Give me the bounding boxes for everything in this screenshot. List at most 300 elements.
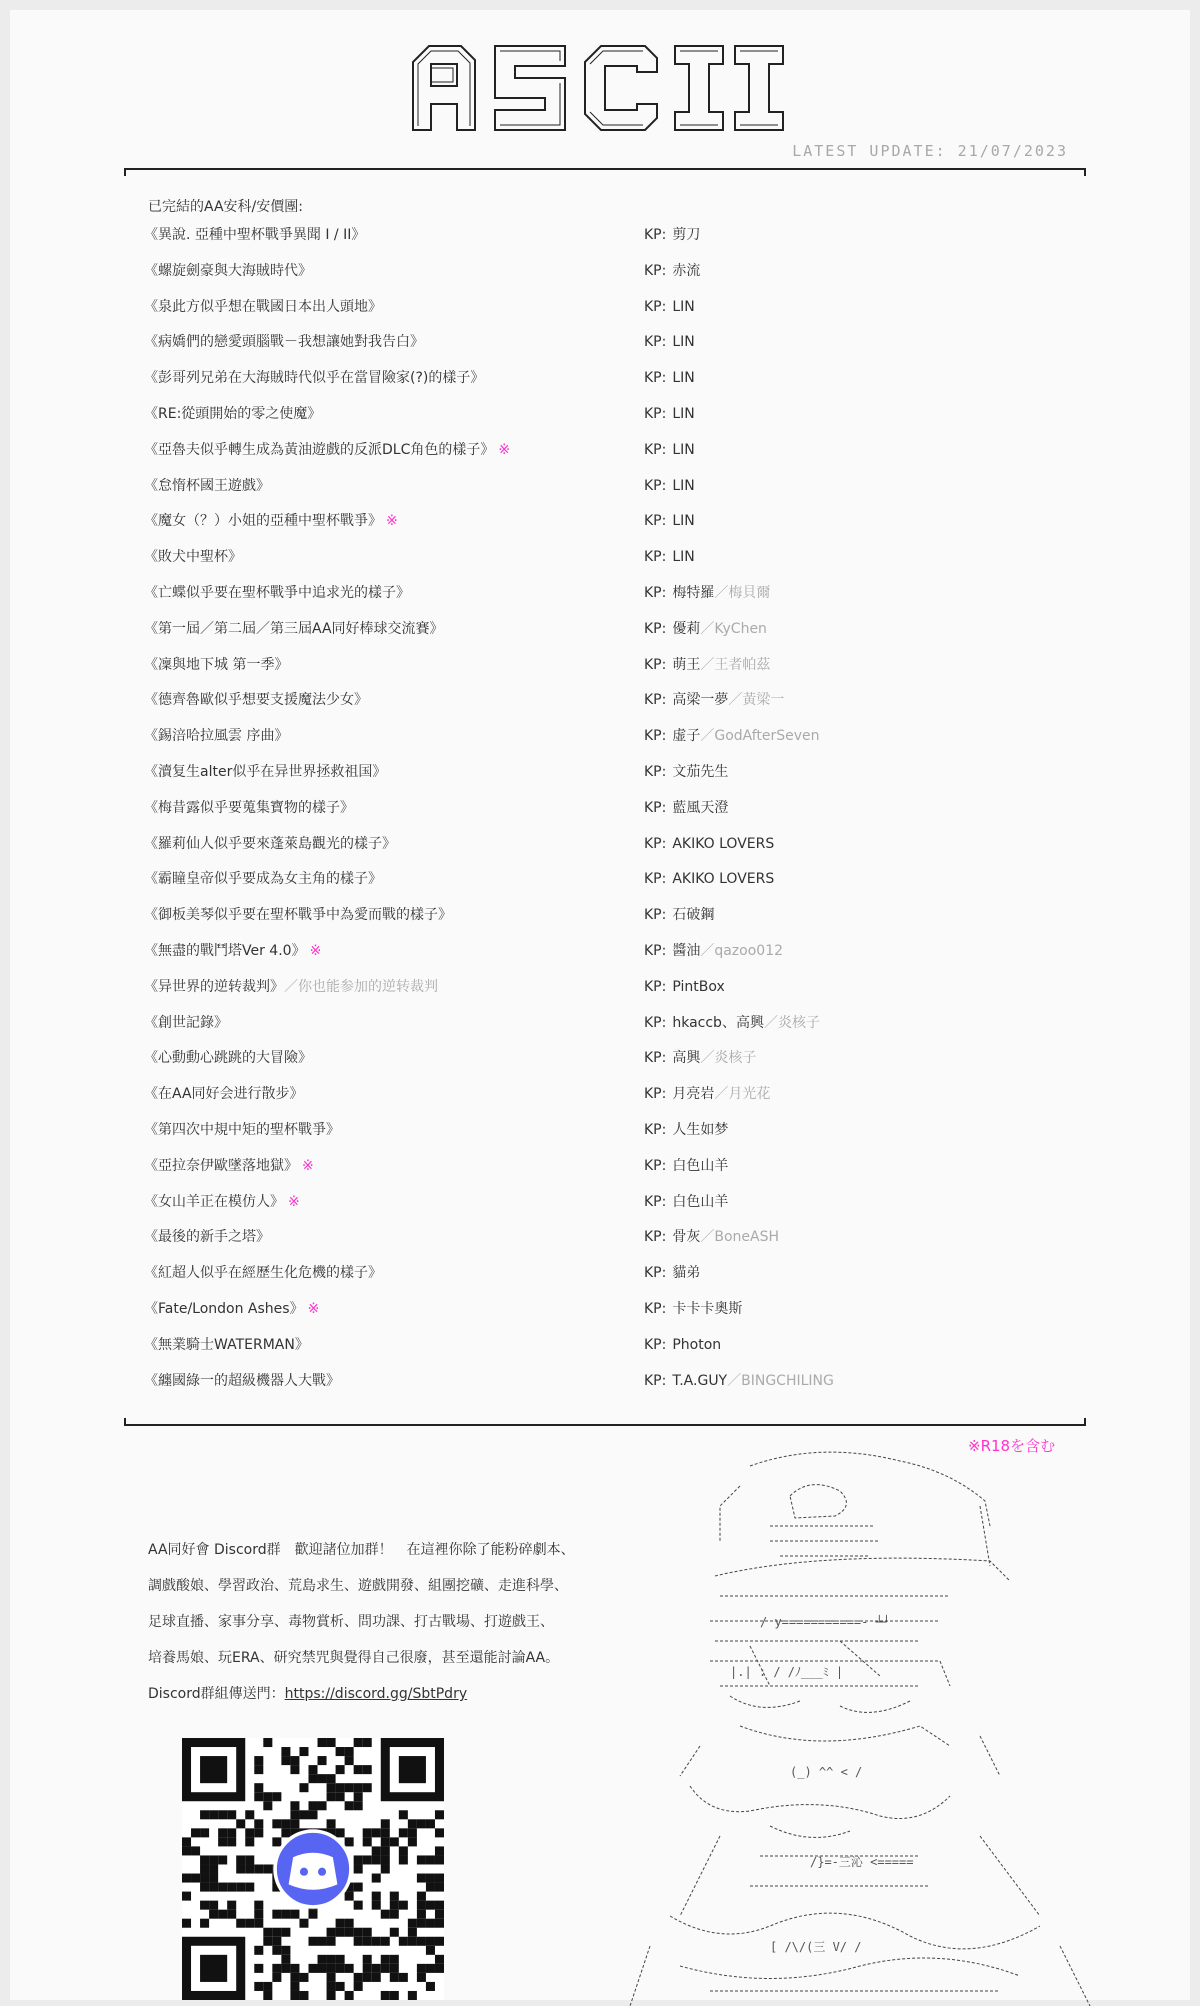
kp-name: 卡卡卡奧斯 — [672, 1301, 743, 1317]
qr-module — [435, 1810, 444, 1819]
qr-module — [354, 1765, 363, 1774]
campaign-title — [144, 506, 398, 536]
qr-module — [236, 1819, 245, 1828]
kp-label: KP: — [644, 406, 667, 422]
kp-name: LIN — [672, 334, 695, 351]
qr-module — [345, 1747, 354, 1756]
qr-module — [381, 1964, 390, 1973]
kp-name: 藍風天澄 — [672, 799, 729, 816]
qr-module — [354, 1864, 363, 1873]
kp-name: 虚子 — [672, 728, 701, 745]
kp-credit — [644, 256, 700, 286]
kp-credit — [644, 1187, 728, 1217]
kp-name: LIN — [672, 370, 695, 387]
discord-line: 足球直播、家事分享、毒物賞析、問功課、打古戰場、打遊戲王、 — [148, 1614, 554, 1630]
qr-module — [272, 1792, 281, 1801]
qr-module — [435, 1964, 444, 1973]
qr-module — [345, 1928, 354, 1937]
kp-name: 赤流 — [672, 262, 701, 279]
qr-module — [372, 1901, 381, 1910]
qr-module — [417, 1819, 426, 1828]
kp-label: KP: — [644, 1372, 667, 1389]
kp-credit — [644, 614, 767, 644]
list-item — [144, 936, 1064, 966]
campaign-title — [144, 327, 424, 357]
qr-module — [399, 1846, 408, 1855]
campaign-title-text: 《Fate/London Ashes》 — [144, 1301, 304, 1317]
list-item — [144, 685, 1064, 715]
campaign-title — [144, 578, 410, 608]
qr-module — [354, 1738, 363, 1747]
qr-module — [363, 1973, 372, 1982]
list-item — [144, 864, 1064, 894]
list-item — [144, 1187, 1064, 1217]
kp-name: LIN — [672, 298, 695, 315]
qr-module — [435, 1937, 444, 1946]
campaign-title-text: 《异世界的逆转裁判》 — [144, 978, 284, 995]
kp-name: LIN — [672, 441, 695, 458]
campaign-title — [144, 721, 288, 751]
qr-module — [327, 1937, 336, 1946]
qr-module — [191, 1874, 200, 1883]
qr-module — [381, 1864, 390, 1873]
kp-credit — [644, 506, 695, 536]
qr-module — [290, 1973, 299, 1982]
kp-label: KP: — [644, 227, 667, 243]
campaign-title — [144, 829, 396, 859]
box-bottom-border — [124, 1424, 1086, 1426]
campaign-title — [144, 542, 242, 572]
kp-label: KP: — [644, 835, 667, 852]
kp-label: KP: — [644, 298, 667, 315]
qr-module — [281, 1955, 290, 1964]
kp-extra: ／BoneASH — [700, 1229, 779, 1246]
qr-module — [390, 1991, 399, 2000]
qr-module — [254, 1756, 263, 1765]
r18-mark: ※ — [498, 441, 511, 458]
kp-label: KP: — [644, 334, 667, 351]
campaign-title-text: 《最後的新手之塔》 — [144, 1229, 270, 1246]
kp-extra: ／王者帕茲 — [700, 656, 771, 673]
qr-module — [399, 1973, 408, 1982]
kp-name: LIN — [672, 549, 695, 566]
list-item — [144, 256, 1064, 286]
qr-module — [200, 1828, 209, 1837]
discord-link[interactable]: https://discord.gg/SbtPdry — [284, 1686, 468, 1702]
campaign-title — [144, 435, 510, 465]
qr-module — [336, 1928, 345, 1937]
qr-module — [308, 1774, 317, 1783]
qr-module — [272, 1937, 281, 1946]
qr-module — [435, 1919, 444, 1928]
qr-module — [372, 1973, 381, 1982]
kp-label: KP: — [644, 656, 667, 673]
kp-name: 文茄先生 — [672, 764, 729, 780]
kp-label: KP: — [644, 1193, 667, 1210]
campaign-title-text: 《泉此方似乎想在戰國日本出人頭地》 — [144, 298, 382, 315]
qr-module — [245, 1883, 254, 1892]
list-item — [144, 399, 1064, 429]
qr-module — [318, 1738, 327, 1747]
qr-module — [318, 1955, 327, 1964]
qr-module — [354, 1937, 363, 1946]
qr-module — [281, 1928, 290, 1937]
kp-name: 白色山羊 — [672, 1193, 729, 1210]
kp-name: 月亮岩 — [672, 1086, 715, 1103]
discord-icon-eye — [300, 1868, 308, 1876]
kp-extra: ／月光花 — [714, 1086, 771, 1103]
qr-module — [281, 1946, 290, 1955]
qr-module — [272, 1910, 281, 1919]
campaign-title — [144, 1043, 312, 1073]
qr-module — [354, 1982, 363, 1991]
qr-module — [336, 1765, 345, 1774]
qr-module — [299, 1783, 308, 1792]
qr-module — [209, 1864, 218, 1873]
qr-module — [372, 1937, 381, 1946]
r18-mark: ※ — [302, 1157, 314, 1174]
qr-module — [327, 1991, 336, 2000]
qr-module — [236, 1919, 245, 1928]
qr-module — [272, 1819, 281, 1828]
kp-extra: ／梅貝爾 — [714, 585, 771, 601]
qr-module — [363, 1738, 372, 1747]
r18-mark: ※ — [309, 943, 322, 959]
campaign-title-text: 《纏國綠一的超級機器人大戰》 — [144, 1372, 340, 1389]
qr-module — [254, 1946, 263, 1955]
kp-credit — [644, 685, 784, 715]
kp-extra: ／炎核子 — [700, 1050, 757, 1067]
qr-module — [354, 1801, 363, 1810]
discord-link-label: Discord群組傳送門： — [148, 1686, 285, 1702]
campaign-title — [144, 757, 386, 787]
qr-module — [390, 1901, 399, 1910]
kp-label: KP: — [644, 1157, 667, 1174]
qr-module — [426, 1855, 435, 1864]
qr-module — [336, 1783, 345, 1792]
qr-module — [345, 1837, 354, 1846]
qr-module — [390, 1964, 399, 1973]
kp-credit — [644, 936, 783, 966]
qr-module — [245, 1810, 254, 1819]
qr-module — [318, 1801, 327, 1810]
list-item — [144, 578, 1064, 608]
kp-label: KP: — [644, 871, 667, 888]
qr-module — [408, 1928, 417, 1937]
qr-module — [408, 1828, 417, 1837]
qr-module — [399, 1901, 408, 1910]
qr-module — [281, 1756, 290, 1765]
qr-module — [435, 1855, 444, 1864]
r18-mark: ※ — [288, 1193, 300, 1210]
kp-credit — [644, 1222, 779, 1252]
qr-finder — [200, 1955, 227, 1982]
qr-module — [236, 1864, 245, 1873]
qr-module — [218, 1855, 227, 1864]
qr-module — [327, 1738, 336, 1747]
aa-glyph: [ /\/(三 V/ / — [770, 1940, 862, 1954]
kp-name: Photon — [672, 1336, 722, 1353]
qr-module — [227, 1828, 236, 1837]
qr-module — [254, 1819, 263, 1828]
kp-extra: ／黃梁一 — [728, 692, 785, 709]
campaign-title-text: 《RE:從頭開始的零之使魔》 — [144, 406, 322, 422]
qr-module — [290, 1819, 299, 1828]
kp-name: 優莉 — [672, 620, 701, 637]
campaign-title — [144, 1366, 340, 1396]
qr-module — [209, 1901, 218, 1910]
corner-tick — [124, 1418, 126, 1426]
qr-module — [417, 1901, 426, 1910]
discord-icon-eye — [318, 1868, 326, 1876]
qr-module — [218, 1910, 227, 1919]
list-item — [144, 1079, 1064, 1109]
campaign-title-text: 《無盡的戰鬥塔Ver 4.0》 — [144, 943, 306, 959]
qr-module — [417, 1874, 426, 1883]
list-item — [144, 542, 1064, 572]
qr-module — [327, 1819, 336, 1828]
qr-module — [245, 1855, 254, 1864]
campaign-title-text: 《亡蝶似乎要在聖杯戰爭中追求光的樣子》 — [144, 585, 410, 601]
kp-label: KP: — [644, 728, 667, 745]
aa-glyph: / y===========- ┴┘ — [760, 1615, 891, 1629]
kp-credit — [644, 327, 695, 357]
qr-module — [227, 1883, 236, 1892]
kp-name: 高梁一夢 — [672, 692, 729, 709]
qr-module — [290, 1964, 299, 1973]
kp-name: 人生如梦 — [672, 1122, 729, 1138]
campaign-title — [144, 1258, 382, 1288]
qr-module — [426, 1901, 435, 1910]
qr-module — [399, 1855, 408, 1864]
qr-module — [435, 1846, 444, 1855]
list-item — [144, 1043, 1064, 1073]
campaign-title — [144, 650, 288, 680]
qr-module — [363, 1964, 372, 1973]
kp-label: KP: — [644, 943, 667, 959]
qr-module — [372, 1855, 381, 1864]
list-item — [144, 471, 1064, 501]
qr-module — [327, 1783, 336, 1792]
qr-module — [345, 1964, 354, 1973]
campaign-title — [144, 256, 312, 286]
qr-module — [290, 1982, 299, 1991]
campaign-title — [144, 900, 452, 930]
kp-credit — [644, 363, 695, 393]
qr-module — [209, 1855, 218, 1864]
list-item — [144, 1151, 1064, 1181]
kp-label: KP: — [644, 620, 667, 637]
kp-credit — [644, 220, 700, 250]
qr-module — [290, 1991, 299, 2000]
qr-module — [308, 1937, 317, 1946]
kp-extra: ／GodAfterSeven — [700, 728, 820, 745]
campaign-title — [144, 1294, 319, 1324]
kp-extra: ／炎核子 — [763, 1014, 820, 1031]
kp-name: PintBox — [672, 978, 725, 995]
campaign-title-text: 《第一屆／第二屆／第三屆AA同好棒球交流賽》 — [144, 620, 444, 637]
qr-module — [191, 1846, 200, 1855]
qr-module — [390, 1973, 399, 1982]
campaign-title-text: 《御板美琴似乎要在聖杯戰爭中為愛而戰的樣子》 — [144, 907, 452, 924]
qr-module — [354, 1783, 363, 1792]
list-item — [144, 900, 1064, 930]
qr-module — [390, 1928, 399, 1937]
qr-module — [182, 1892, 191, 1901]
kp-credit — [644, 435, 695, 465]
kp-credit — [644, 292, 695, 322]
campaign-title — [144, 363, 484, 393]
campaign-title-text: 《梅昔露似乎要蒐集寶物的樣子》 — [144, 799, 354, 816]
campaign-title — [144, 1330, 309, 1360]
kp-label: KP: — [644, 370, 667, 387]
qr-module — [290, 1765, 299, 1774]
campaign-title-text: 《亞拉奈伊歐墜落地獄》 — [144, 1157, 298, 1174]
qr-module — [336, 1919, 345, 1928]
qr-module — [363, 1955, 372, 1964]
list-item — [144, 650, 1064, 680]
qr-module — [290, 1810, 299, 1819]
campaign-title-text: 《羅莉仙人似乎要來蓬萊島觀光的樣子》 — [144, 835, 396, 852]
qr-module — [299, 1747, 308, 1756]
qr-module — [263, 1937, 272, 1946]
qr-module — [327, 1928, 336, 1937]
qr-finder — [399, 1756, 426, 1783]
campaign-title-text: 《無業騎士WATERMAN》 — [144, 1336, 309, 1353]
aa-glyph: (_) ^^ < / — [790, 1765, 863, 1779]
list-item — [144, 972, 1064, 1002]
qr-module — [390, 1910, 399, 1919]
qr-module — [245, 1837, 254, 1846]
qr-module — [435, 1910, 444, 1919]
campaign-title — [144, 1115, 340, 1145]
qr-module — [336, 1792, 345, 1801]
aa-glyph: |.| : / /ﾉ___ﾐ | — [730, 1665, 844, 1679]
kp-label: KP: — [644, 692, 667, 709]
list-item — [144, 829, 1064, 859]
qr-module — [263, 1928, 272, 1937]
kp-name: LIN — [672, 513, 695, 530]
qr-module — [327, 1982, 336, 1991]
qr-module — [390, 1837, 399, 1846]
qr-module — [299, 1973, 308, 1982]
kp-name: 高興 — [672, 1050, 701, 1067]
qr-module — [254, 1919, 263, 1928]
campaign-title — [144, 614, 444, 644]
qr-module — [272, 1928, 281, 1937]
qr-module — [254, 1982, 263, 1991]
campaign-title-text: 《異說. 亞種中聖杯戰爭異聞 I / II》 — [144, 227, 366, 243]
qr-module — [281, 1910, 290, 1919]
kp-label: KP: — [644, 907, 667, 924]
qr-module — [182, 1919, 191, 1928]
qr-module — [308, 1801, 317, 1810]
discord-line: AA同好會 Discord群 歡迎諸位加群！ 在這裡你除了能粉碎劇本、 — [148, 1542, 575, 1558]
qr-module — [390, 1892, 399, 1901]
qr-module — [318, 1756, 327, 1765]
qr-module — [381, 1955, 390, 1964]
qr-module — [417, 1910, 426, 1919]
qr-module — [200, 1810, 209, 1819]
qr-module — [417, 1964, 426, 1973]
qr-module — [272, 1964, 281, 1973]
qr-module — [354, 1883, 363, 1892]
qr-module — [435, 1901, 444, 1910]
list-item — [144, 327, 1064, 357]
qr-module — [308, 1810, 317, 1819]
qr-code-icon[interactable] — [182, 1738, 444, 2000]
qr-module — [327, 1774, 336, 1783]
kp-name: AKIKO LOVERS — [672, 835, 775, 852]
campaign-title — [144, 292, 382, 322]
qr-module — [345, 1919, 354, 1928]
qr-module — [308, 1910, 317, 1919]
qr-module — [182, 1846, 191, 1855]
qr-module — [191, 1828, 200, 1837]
qr-module — [236, 1855, 245, 1864]
kp-extra: ／qazoo012 — [700, 943, 784, 959]
qr-module — [354, 1792, 363, 1801]
kp-label: KP: — [644, 764, 667, 780]
list-item — [144, 721, 1064, 751]
kp-name: LIN — [672, 406, 695, 422]
kp-name: hkaccb、高興 — [672, 1014, 764, 1031]
qr-module — [417, 1937, 426, 1946]
kp-credit — [644, 1366, 834, 1396]
qr-module — [200, 1874, 209, 1883]
qr-module — [426, 1819, 435, 1828]
discord-line: 培養馬娘、玩ERA、研究禁咒與覺得自己很廢，甚至還能討論AA。 — [148, 1650, 560, 1666]
kp-label: KP: — [644, 1336, 667, 1353]
qr-module — [281, 1964, 290, 1973]
list-item — [144, 1330, 1064, 1360]
qr-module — [254, 1901, 263, 1910]
qr-module — [372, 1964, 381, 1973]
campaign-title-text: 《紅超人似乎在經歷生化危機的樣子》 — [144, 1265, 382, 1282]
qr-module — [218, 1883, 227, 1892]
qr-module — [290, 1801, 299, 1810]
campaign-title — [144, 972, 438, 1002]
qr-module — [336, 1828, 345, 1837]
qr-module — [363, 1765, 372, 1774]
corner-tick — [124, 168, 126, 176]
list-item — [144, 1258, 1064, 1288]
kp-name: 梅特羅 — [672, 585, 715, 601]
qr-module — [408, 1991, 417, 2000]
qr-module — [200, 1864, 209, 1873]
campaign-title-text: 《病嬌們的戀愛頭腦戰－我想讓她對我告白》 — [144, 334, 424, 351]
latest-update: LATEST UPDATE: 21/07/2023 — [792, 142, 1068, 160]
ascii-art-character — [620, 1446, 1100, 2006]
qr-module — [363, 1783, 372, 1792]
qr-module — [372, 1892, 381, 1901]
qr-module — [227, 1810, 236, 1819]
qr-module — [227, 1901, 236, 1910]
qr-module — [345, 1991, 354, 2000]
qr-module — [272, 1946, 281, 1955]
discord-icon-face — [289, 1853, 338, 1890]
list-item — [144, 793, 1064, 823]
qr-module — [381, 1837, 390, 1846]
qr-module — [254, 1765, 263, 1774]
qr-module — [263, 1982, 272, 1991]
qr-module — [426, 1883, 435, 1892]
qr-module — [200, 1883, 209, 1892]
qr-module — [209, 1883, 218, 1892]
qr-module — [354, 1901, 363, 1910]
campaign-note: ／你也能参加的逆转裁判 — [284, 978, 438, 995]
qr-module — [345, 1801, 354, 1810]
